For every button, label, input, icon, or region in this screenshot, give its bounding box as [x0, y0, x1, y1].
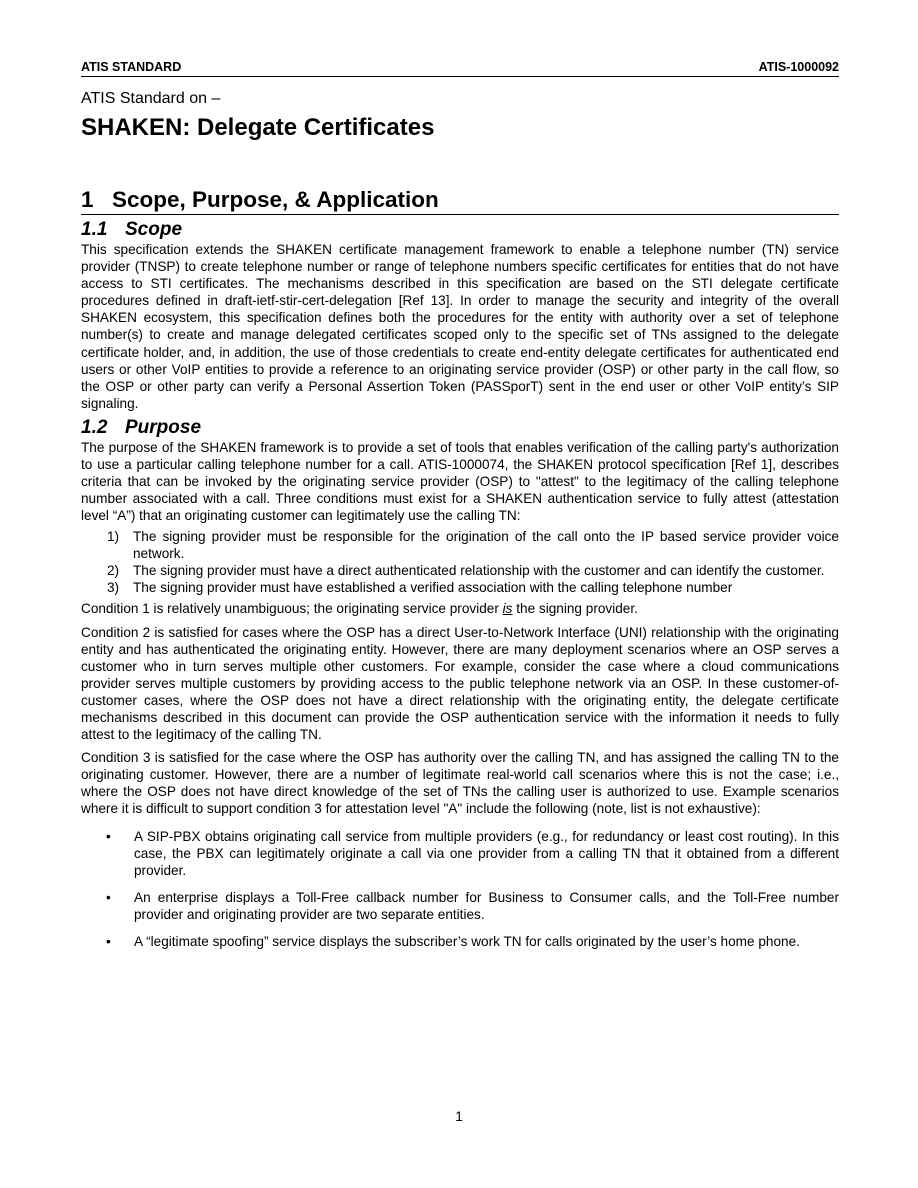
section-1-2-heading [81, 417, 839, 439]
examples-list [81, 828, 839, 950]
condition-1-text-start: Condition 1 is relatively unambiguous; the originating service provider [81, 601, 503, 617]
list-item-number: 1) [107, 529, 120, 545]
list-item-text: A SIP-PBX obtains originating call service from multiple providers (e.g., for redundancy or least cost routing). In this case, the PBX can legitimately originate a call via one provider from a calling TN that it obtained from a different provider. [134, 828, 839, 878]
condition-1-text-end: the signing provider. [512, 601, 638, 617]
section-1-title: Scope, Purpose, & Application [112, 187, 439, 212]
list-item [81, 562, 839, 579]
conditions-list [81, 528, 839, 596]
section-1-2-title: Purpose [125, 416, 202, 438]
condition-1-paragraph [81, 600, 839, 617]
bullet-icon: • [106, 889, 111, 905]
header-left: ATIS STANDARD [81, 60, 182, 74]
list-item-text: The signing provider must have established a verified association with the calling telephone number [133, 580, 733, 596]
document-title: SHAKEN: Delegate Certificates [81, 114, 435, 141]
header-right: ATIS-1000092 [758, 60, 839, 74]
list-item-text: The signing provider must be responsible for the origination of the call onto the IP based service provider voice network. [133, 529, 839, 562]
list-item [81, 579, 839, 596]
list-item [81, 828, 839, 879]
section-1-number: 1 [81, 187, 94, 212]
bullet-icon: • [106, 933, 111, 949]
section-1-1-title: Scope [125, 219, 183, 240]
list-item [81, 889, 839, 923]
purpose-paragraph: The purpose of the SHAKEN framework is to provide a set of tools that enables verification of the calling party's authorization to use a particular calling telephone number for a call. ATIS-1000074, the SHAKEN protocol specification [Ref 1], describes criteria that can be invoked by the originating service provider (OSP) to "attest" to the legitimacy of the calling telephone number associated with a call. Three conditions must exist for a SHAKEN authentication service to fully attest (attestation level “A”) that an originating customer can legitimately use the calling TN: [81, 439, 839, 524]
section-1-1-heading [81, 219, 839, 241]
list-item [81, 528, 839, 562]
list-item-text: A “legitimate spoofing” service displays the subscriber’s work TN for calls originated by the user’s home phone. [134, 933, 800, 949]
scope-paragraph: This specification extends the SHAKEN certificate management framework to enable a telephone number (TN) service provider (TNSP) to create telephone number or range of telephone numbers specific certificates for entities that do not have access to STI certificates. The mechanisms described in this specification are based on the STI delegate certificate procedures defined in draft-ietf-stir-cert-delegation [Ref 13]. In order to manage the security and integrity of the overall SHAKEN ecosystem, this specification defines both the procedures for the entity with authority over a set of telephone number(s) to create and manage delegated certificates scoped only to the specific set of TNs assigned to the delegate certificate holder, and, in addition, the use of those credentials to create end-entity delegate certificates for authenticated end users or other VoIP entities to provide a reference to an originating service provider (OSP) or other party in the call flow, so the OSP or other party can verify a Personal Assertion Token (PASSporT) sent in the end user or other VoIP entity’s SIP signaling. [81, 242, 839, 411]
list-item-text: An enterprise displays a Toll-Free callback number for Business to Consumer calls, and the Toll-Free number provider and originating provider are two separate entities. [134, 889, 839, 922]
section-1-2-number: 1.2 [81, 416, 108, 438]
list-item-number: 3) [107, 580, 120, 596]
list-item-text: The signing provider must have a direct authenticated relationship with the customer and can identify the customer. [133, 563, 825, 579]
list-item-number: 2) [107, 563, 120, 579]
page-number: 1 [455, 1109, 463, 1124]
bullet-icon: • [106, 828, 111, 844]
section-1-heading [81, 187, 839, 215]
section-1-1-number: 1.1 [81, 219, 108, 240]
condition-2-paragraph: Condition 2 is satisfied for cases where the OSP has a direct User-to-Network Interface (UNI) relationship with the originating entity and has authenticated the originating entity. However, there are many deployment scenarios where an OSP serves a customer who in turn serves multiple other customers. For example, consider the case where a cloud communications provider serves multiple customers by providing access to the public telephone network via an OSP. In these customer-of-customer cases, where the OSP does not have a direct relationship with the originating entity, the delegate certificate mechanisms described in this document can provide the OSP authentication service with the information it needs to fully attest to the legitimacy of the calling TN. [81, 624, 839, 743]
document-page [81, 60, 839, 960]
list-item [81, 933, 839, 950]
emphasis-is: is [502, 601, 513, 617]
standard-on-line: ATIS Standard on – [81, 90, 221, 107]
condition-3-paragraph: Condition 3 is satisfied for the case where the OSP has authority over the calling TN, and has assigned the calling TN to the originating customer. However, there are a number of legitimate real-world call scenarios where this is not the case; i.e., where the OSP does not have direct knowledge of the set of TNs the calling user is authorized to use. Example scenarios where it is difficult to support condition 3 for attestation level "A" include the following (note, list is not exhaustive): [81, 750, 839, 817]
running-header [81, 60, 839, 77]
